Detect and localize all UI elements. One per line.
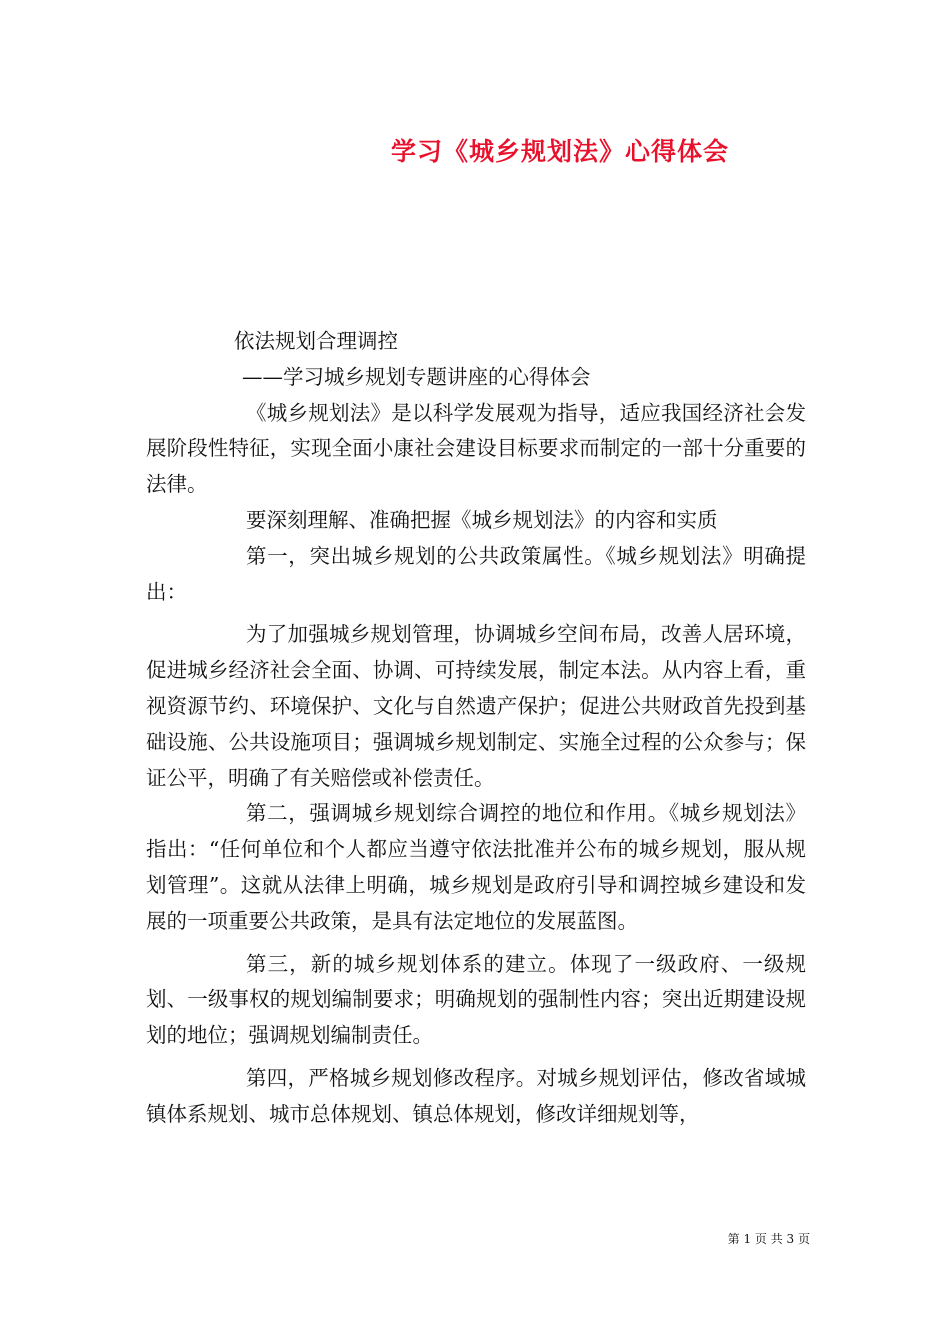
subtitle-line: 依法规划合理调控 — [234, 329, 398, 353]
paragraph-heading: 要深刻理解、准确把握《城乡规划法》的内容和实质 — [246, 507, 718, 532]
subtitle-dash-line: ——学习城乡规划专题讲座的心得体会 — [242, 364, 591, 389]
paragraph-second: 第二，强调城乡规划综合调控的地位和作用。《城乡规划法》指出：“任何单位和个人都应当遵守依法批准并公布的城乡规划，服从规划管理”。这就从法律上明确，城乡规划是政府引导和调控城乡建设和发展的一项重要公共政策，是具有法定地位的发展蓝图。 — [146, 801, 806, 933]
paragraph-intro: 《城乡规划法》是以科学发展观为指导，适应我国经济社会发展阶段性特征，实现全面小康社会建设目标要求而制定的一部十分重要的法律。 — [146, 400, 806, 497]
document-title: 学习《城乡规划法》心得体会 — [390, 137, 729, 166]
paragraph-first: 第一，突出城乡规划的公共政策属性。《城乡规划法》明确提出： — [146, 543, 806, 604]
paragraph-purpose: 为了加强城乡规划管理，协调城乡空间布局，改善人居环境，促进城乡经济社会全面、协调、可持续发展，制定本法。从内容上看，重视资源节约、环境保护、文化与自然遗产保护；促进公共财政首先投到基础设施、公共设施项目；强调城乡规划制定、实施全过程的公众参与；保证公平，明确了有关赔偿或补偿责任。 — [146, 622, 806, 790]
paragraph-fourth: 第四，严格城乡规划修改程序。对城乡规划评估，修改省域城镇体系规划、城市总体规划、镇总体规划，修改详细规划等， — [146, 1065, 806, 1126]
page-number-footer: 第 1 页 共 3 页 — [727, 1232, 810, 1246]
paragraph-third: 第三，新的城乡规划体系的建立。体现了一级政府、一级规划、一级事权的规划编制要求；明确规划的强制性内容；突出近期建设规划的地位；强调规划编制责任。 — [146, 951, 806, 1048]
document-body — [146, 324, 806, 1133]
